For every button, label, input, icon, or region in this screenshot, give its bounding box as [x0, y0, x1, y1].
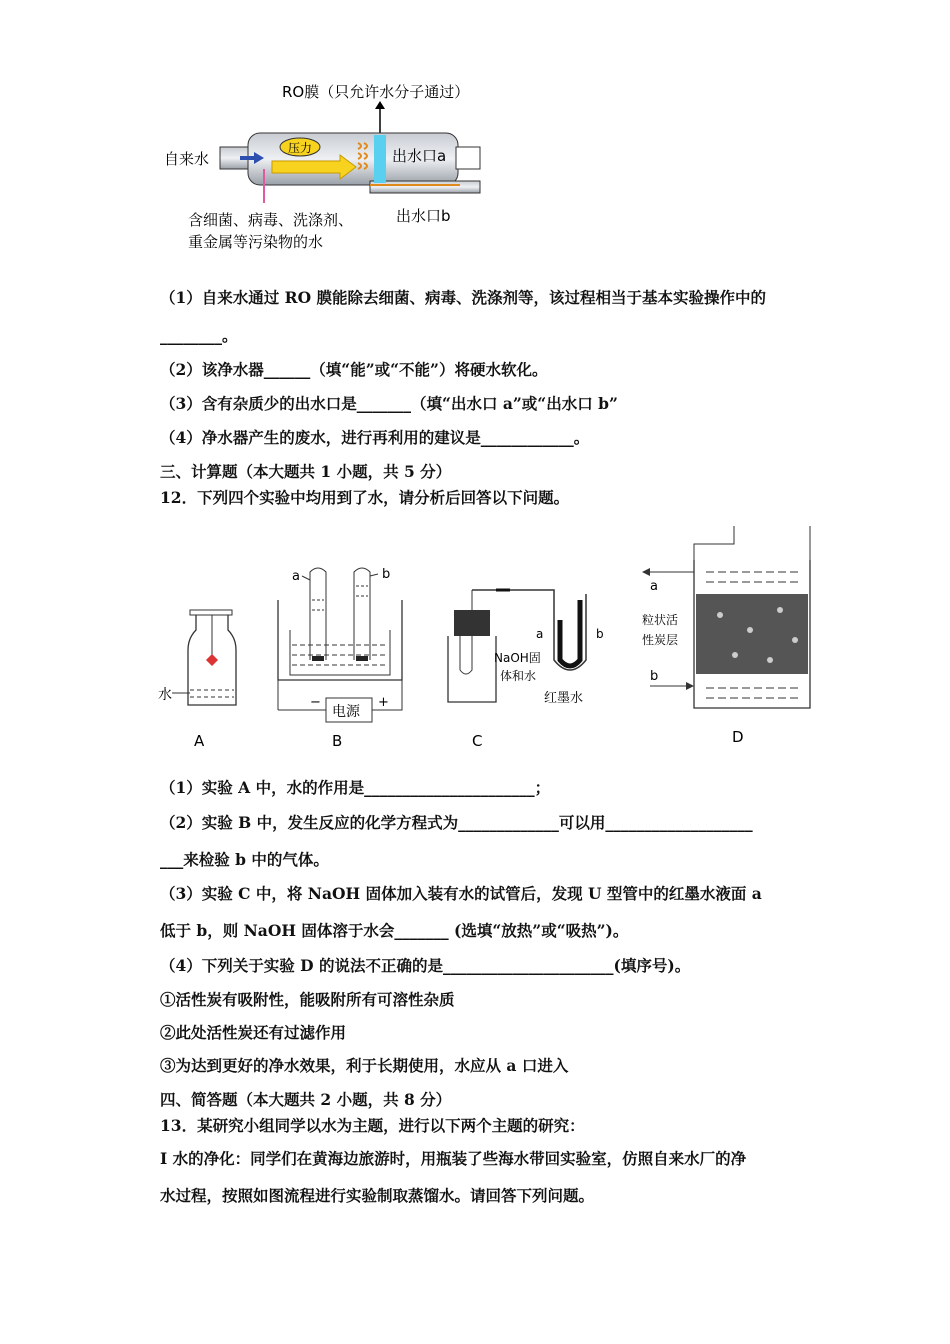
label-C: C — [472, 732, 483, 750]
q12-option2: ②此处活性炭还有过滤作用 — [160, 1023, 347, 1042]
red-ink-label: 红墨水 — [544, 691, 584, 706]
naoh-label-2: 体和水 — [500, 669, 537, 683]
plus-sign: + — [378, 695, 389, 710]
outlet-b-pipe — [370, 181, 480, 193]
experiment-c — [448, 590, 586, 702]
q12-part2-line2: ___来检验 b 中的气体。 — [160, 850, 329, 869]
outlet-b-label: 出水口b — [396, 207, 451, 225]
q11-part1-line1: （1）自来水通过 RO 膜能除去细菌、病毒、洗涤剂等，该过程相当于基本实验操作中的 — [160, 288, 766, 307]
label-A: A — [194, 732, 205, 750]
membrane-label: RO膜（只允许水分子通过） — [282, 83, 470, 101]
q12-part1: （1）实验 A 中，水的作用是______________________； — [160, 778, 551, 797]
q12-intro: 12．下列四个实验中均用到了水，请分析后回答以下问题。 — [160, 488, 570, 507]
carbon-label-2: 性炭层 — [642, 633, 679, 647]
experiments-figure — [150, 520, 830, 755]
minus-sign: − — [310, 695, 321, 710]
label-c-b: b — [596, 627, 604, 641]
waste-label-line1: 含细菌、病毒、洗涤剂、 — [188, 211, 354, 229]
q12-part3-line2: 低于 b，则 NaOH 固体溶于水会_______ (选填“放热”或“吸热”)。 — [160, 921, 629, 940]
experiment-a — [172, 610, 236, 705]
membrane-arrow-head — [375, 101, 385, 109]
q11-part1-line2: ________。 — [160, 326, 238, 345]
label-d-b: b — [650, 669, 659, 684]
q12-part3-line1: （3）实验 C 中，将 NaOH 固体加入装有水的试管后，发现 U 型管中的红墨水液面 a — [160, 884, 762, 903]
q12-part4: （4）下列关于实验 D 的说法不正确的是______________________(填序号)。 — [160, 956, 691, 975]
q13-part1-line1: I 水的净化：同学们在黄海边旅游时，用瓶装了些海水带回实验室，仿照自来水厂的净 — [160, 1149, 747, 1168]
label-b-a: a — [292, 569, 300, 584]
ro-membrane — [374, 135, 386, 183]
outlet-a-label: 出水口a — [392, 147, 447, 165]
q12-option1: ①活性炭有吸附性，能吸附所有可溶性杂质 — [160, 990, 455, 1009]
q11-part2: （2）该净水器______（填“能”或“不能”）将硬水软化。 — [160, 360, 548, 379]
q12-part2-line1: （2）实验 B 中，发生反应的化学方程式为_____________可以用___________________ — [160, 813, 753, 832]
water-label: 水 — [158, 687, 172, 703]
power-label: 电源 — [332, 704, 360, 720]
q12-option3: ③为达到更好的净水效果，利于长期使用，水应从 a 口进入 — [160, 1056, 569, 1075]
q13-part1-line2: 水过程，按照如图流程进行实验制取蒸馏水。请回答下列问题。 — [160, 1186, 595, 1205]
label-b-b: b — [382, 567, 391, 582]
waste-label-line2: 重金属等污染物的水 — [188, 233, 324, 251]
outlet-a-pipe — [456, 147, 480, 169]
q11-part4: （4）净水器产生的废水，进行再利用的建议是____________。 — [160, 428, 590, 447]
pressure-label: 压力 — [288, 141, 313, 155]
carbon-label-1: 粒状活 — [642, 613, 679, 627]
naoh-label-1: NaOH固 — [494, 651, 541, 665]
label-B: B — [332, 732, 343, 750]
inlet-label: 自来水 — [164, 150, 210, 168]
label-c-a: a — [536, 627, 544, 641]
ro-purifier-figure — [160, 75, 520, 255]
label-D: D — [732, 728, 744, 746]
section4-heading: 四、简答题（本大题共 2 小题，共 8 分） — [160, 1090, 452, 1109]
q11-part3: （3）含有杂质少的出水口是_______（填“出水口 a”或“出水口 b” — [160, 394, 618, 413]
label-d-a: a — [650, 579, 658, 594]
section3-heading: 三、计算题（本大题共 1 小题，共 5 分） — [160, 462, 452, 481]
q13-intro: 13．某研究小组同学以水为主题，进行以下两个主题的研究： — [160, 1116, 585, 1135]
